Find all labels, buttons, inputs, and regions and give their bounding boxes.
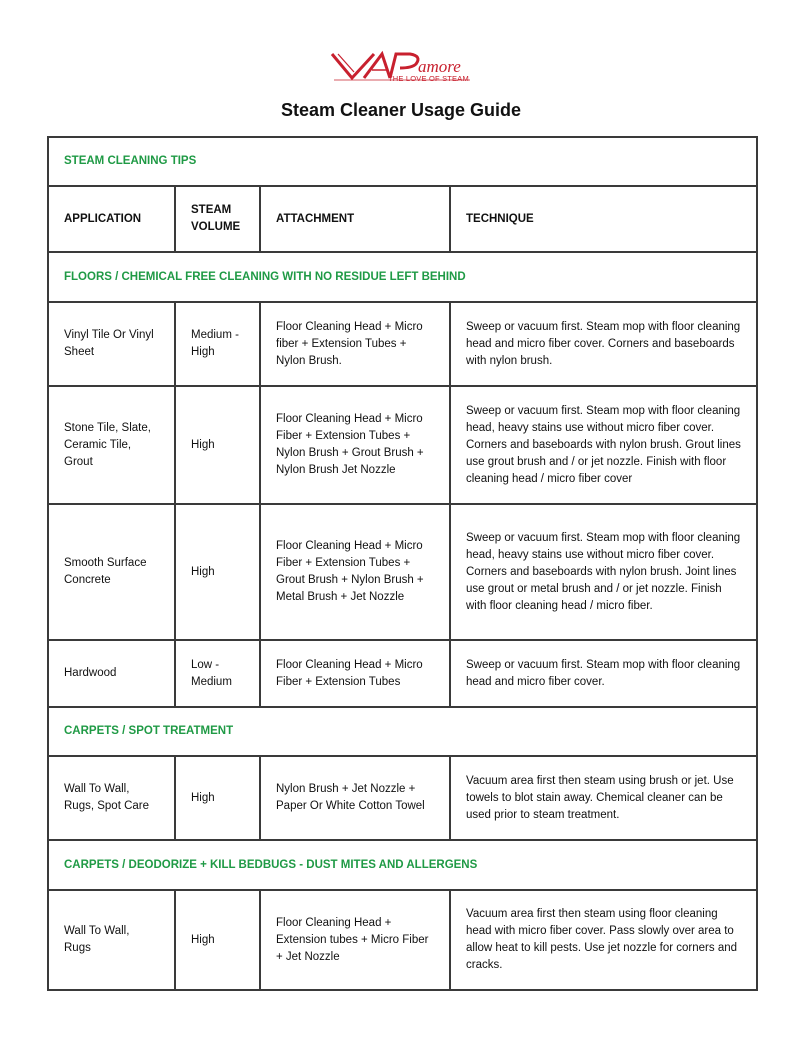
cell-application: Stone Tile, Slate, Ceramic Tile, Grout xyxy=(48,386,175,504)
cell-attachment: Nylon Brush + Jet Nozzle + Paper Or White Cotton Towel xyxy=(260,756,450,840)
cell-steam-volume: Medium - High xyxy=(175,302,260,386)
table-caption-row xyxy=(48,137,757,186)
usage-guide-table xyxy=(47,136,758,991)
cell-technique: Vacuum area first then steam using brush or jet. Use towels to blot stain away. Chemical cleaner can be used prior to steam treatment. xyxy=(450,756,757,840)
table-row xyxy=(48,302,757,386)
section-heading-row xyxy=(48,840,757,890)
section-heading-row xyxy=(48,252,757,302)
table-row xyxy=(48,504,757,640)
column-header-row xyxy=(48,186,757,252)
column-header-technique: TECHNIQUE xyxy=(450,186,757,252)
cell-steam-volume: High xyxy=(175,890,260,990)
cell-application: Vinyl Tile Or Vinyl Sheet xyxy=(48,302,175,386)
cell-technique: Sweep or vacuum first. Steam mop with floor cleaning head and micro fiber cover. Corners and baseboards with nylon brush. xyxy=(450,302,757,386)
cell-technique: Sweep or vacuum first. Steam mop with floor cleaning head and micro fiber cover. xyxy=(450,640,757,707)
section-heading-floors: FLOORS / CHEMICAL FREE CLEANING WITH NO RESIDUE LEFT BEHIND xyxy=(48,252,757,302)
svg-text:amore: amore xyxy=(418,57,461,76)
cell-attachment: Floor Cleaning Head + Micro Fiber + Extension Tubes + Nylon Brush + Grout Brush + Nylon Brush Jet Nozzle xyxy=(260,386,450,504)
logo-tagline: THE LOVE OF STEAM xyxy=(388,74,469,83)
page-title: Steam Cleaner Usage Guide xyxy=(280,100,522,120)
section-heading-carpets-spot: CARPETS / SPOT TREATMENT xyxy=(48,707,757,756)
cell-technique: Sweep or vacuum first. Steam mop with floor cleaning head, heavy stains use without micro fiber cover. Corners and baseboards with nylon brush. Joint lines use grout or metal brush and / or jet nozzle. Finish with floor cleaning head / micro fiber. xyxy=(450,504,757,640)
section-heading-row xyxy=(48,707,757,756)
cell-technique: Sweep or vacuum first. Steam mop with floor cleaning head, heavy stains use without micro fiber cover. Corners and baseboards with nylon brush. Grout lines use grout brush and / or jet nozzle. Finish with floor cleaning head / micro fiber cover xyxy=(450,386,757,504)
table-row xyxy=(48,640,757,707)
cell-attachment: Floor Cleaning Head + Micro fiber + Extension Tubes + Nylon Brush. xyxy=(260,302,450,386)
section-heading-carpets-deodorize: CARPETS / DEODORIZE + KILL BEDBUGS - DUST MITES AND ALLERGENS xyxy=(48,840,757,890)
cell-steam-volume: High xyxy=(175,504,260,640)
cell-steam-volume: High xyxy=(175,756,260,840)
cell-application: Hardwood xyxy=(48,640,175,707)
cell-application: Wall To Wall, Rugs xyxy=(48,890,175,990)
cell-application: Smooth Surface Concrete xyxy=(48,504,175,640)
column-header-steam-volume: STEAM VOLUME xyxy=(175,186,260,252)
table-caption: STEAM CLEANING TIPS xyxy=(48,137,757,186)
cell-attachment: Floor Cleaning Head + Micro Fiber + Extension Tubes xyxy=(260,640,450,707)
column-header-attachment: ATTACHMENT xyxy=(260,186,450,252)
cell-application: Wall To Wall, Rugs, Spot Care xyxy=(48,756,175,840)
cell-steam-volume: High xyxy=(175,386,260,504)
table-row xyxy=(48,386,757,504)
table-row xyxy=(48,890,757,990)
brand-logo xyxy=(330,48,480,88)
cell-steam-volume: Low - Medium xyxy=(175,640,260,707)
cell-technique: Vacuum area first then steam using floor cleaning head with micro fiber cover. Pass slowly over area to allow heat to kill pests. Use jet nozzle for corners and cracks. xyxy=(450,890,757,990)
column-header-application: APPLICATION xyxy=(48,186,175,252)
cell-attachment: Floor Cleaning Head + Micro Fiber + Extension Tubes + Grout Brush + Nylon Brush + Metal Brush + Jet Nozzle xyxy=(260,504,450,640)
table-row xyxy=(48,756,757,840)
cell-attachment: Floor Cleaning Head + Extension tubes + Micro Fiber + Jet Nozzle xyxy=(260,890,450,990)
